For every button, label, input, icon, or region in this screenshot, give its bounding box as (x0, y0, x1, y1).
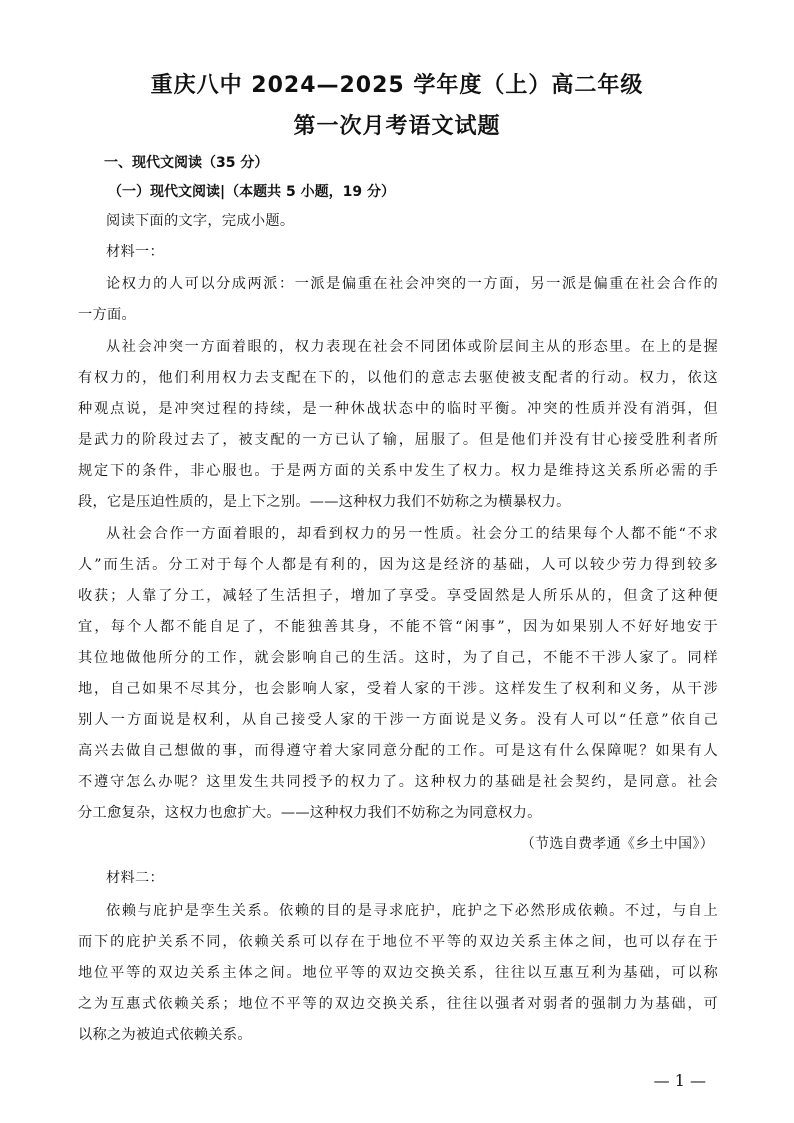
paragraph-line: 规定下的条件，非心服也。于是两方面的关系中发生了权力。权力是维持这关系所必需的手 (78, 463, 718, 479)
paragraph-line: 种观点说，是冲突过程的持续，是一种休战状态中的临时平衡。冲突的性质并没有消弭，但 (78, 401, 718, 417)
paragraph-line: 地位平等的双边关系主体之间。地位平等的双边交换关系，往往以互惠互利为基础，可以称 (78, 965, 718, 981)
paragraph-line: 从社会冲突一方面着眼的，权力表现在社会不同团体或阶层间主从的形态里。在上的是握 (106, 339, 718, 355)
paragraph-line: 分工愈复杂，这权力也愈扩大。——这种权力我们不妨称之为同意权力。 (78, 805, 542, 821)
subsection-heading: （一）现代文阅读|（本题共 5 小题，19 分） (108, 184, 395, 200)
paragraph-line: 依赖与庇护是孪生关系。依赖的目的是寻求庇护，庇护之下必然形成依赖。不过，与自上 (106, 903, 718, 919)
instructions: 阅读下面的文字，完成小题。 (106, 213, 295, 229)
material-two-label: 材料二： (106, 870, 164, 886)
page-number: — 1 — (653, 1071, 706, 1090)
paragraph-line: 是武力的阶段过去了，被支配的一方已认了输，屈服了。但是他们并没有甘心接受胜利者所 (78, 432, 718, 448)
paragraph-line: 从社会合作一方面着眼的，却看到权力的另一性质。社会分工的结果每个人都不能“不求 (106, 526, 718, 542)
section-heading: 一、现代文阅读（35 分） (104, 155, 269, 171)
paragraph-line: 其位地做他所分的工作，就会影响自己的生活。这时，为了自己，不能不干涉人家了。同样 (78, 650, 718, 666)
paragraph-line: 人”而生活。分工对于每个人都是有利的，因为这是经济的基础，人可以较少劳力得到较多 (78, 557, 718, 573)
exam-title: 重庆八中 2024—2025 学年度（上）高二年级 (150, 73, 644, 98)
paragraph-line: 段，它是压迫性质的，是上下之别。——这种权力我们不妨称之为横暴权力。 (78, 494, 571, 510)
source-citation: （节选自费孝通《乡土中国》） (520, 836, 714, 852)
paragraph-line: 论权力的人可以分成两派：一派是偏重在社会冲突的一方面，另一派是偏重在社会合作的 (106, 276, 718, 292)
paragraph-line: 地，自己如果不尽其分，也会影响人家，受着人家的干涉。这样发生了权利和义务，从干涉 (78, 681, 718, 697)
exam-subtitle: 第一次月考语文试题 (293, 114, 501, 139)
paragraph-line: 之为互惠式依赖关系；地位不平等的双边交换关系，往往以强者对弱者的强制力为基础，可 (78, 996, 718, 1012)
paragraph-line: 而下的庇护关系不同，依赖关系可以存在于地位不平等的双边关系主体之间，也可以存在于 (78, 934, 718, 950)
paragraph-line: 有权力的，他们利用权力去支配在下的，以他们的意志去驱使被支配者的行动。权力，依这 (78, 370, 718, 386)
paragraph-line: 不遵守怎么办呢？这里发生共同授予的权力了。这种权力的基础是社会契约，是同意。社会 (78, 774, 718, 790)
paragraph-line: 收获；人靠了分工，减轻了生活担子，增加了享受。享受固然是人所乐从的，但贪了这种便 (78, 588, 718, 604)
paragraph-line: 宜，每个人都不能自足了，不能独善其身，不能不管“闲事”，因为如果别人不好好地安于 (78, 619, 718, 635)
material-one-label: 材料一： (106, 244, 164, 260)
paragraph-line: 以称之为被迫式依赖关系。 (78, 1027, 252, 1043)
paragraph-line: 别人一方面说是权利，从自己接受人家的干涉一方面说是义务。没有人可以“任意”依自己 (78, 712, 718, 728)
paragraph-line: 高兴去做自己想做的事，而得遵守着大家同意分配的工作。可是这有什么保障呢？如果有人 (78, 743, 718, 759)
paragraph-line: 一方面。 (78, 307, 136, 323)
